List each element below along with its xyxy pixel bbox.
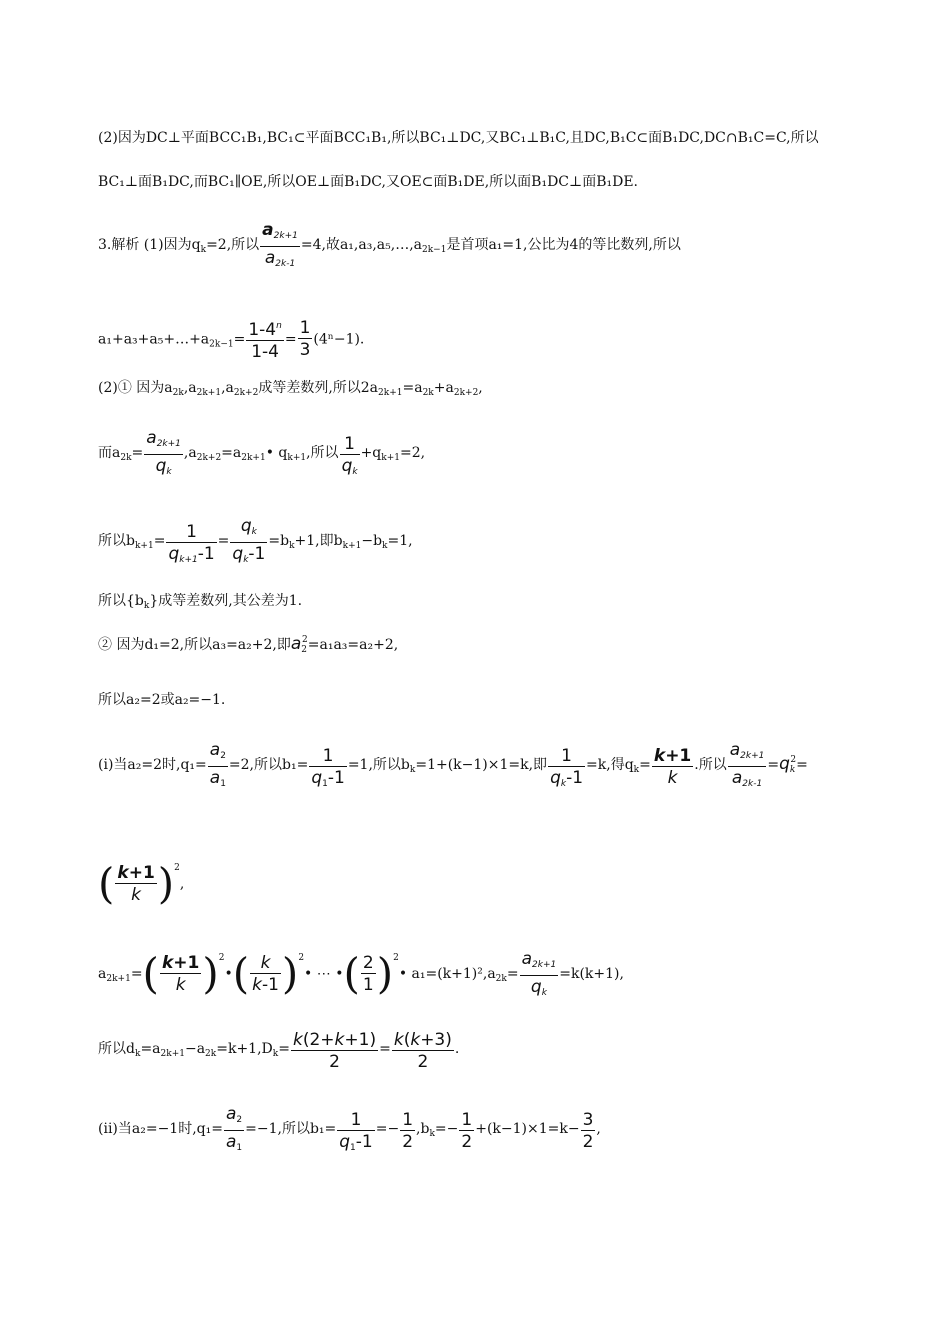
case-i-line: (i)当a₂=2时,q₁= $\frac{a_2}{a_1}$ =2,所以b₁= $\frac{1}{q_1-1}$ =1,所以$b_k=1+(k-1)\times 1=k$,即 $\frac{1}{q_k-1}$ =k,得$q_k=$ $\frac{k+1}{k}$ .所以 $\frac{a_{2k+1}}{a_{2k-1}}$ $=q_k^2=$ — [98, 740, 808, 789]
geometric-sum: $a_1+a_3+a_5+\dots+a_{2k-1}=$ $\frac{1-4^n}{1-4}$ = $\frac{1}{3}$ (4ⁿ−1). — [98, 318, 365, 362]
a2k-relation: 而$a_{2k}=$ $\frac{a_{2k+1}}{q_k}$ $,a_{2k+2}=a_{2k+1}•$ $q_{k+1}$,所以 $\frac{1}{q_k}$ $+q_{k+1}=2$, — [98, 428, 426, 477]
a2-cases: 所以a₂=2或a₂=−1. — [98, 692, 226, 708]
solution-3-head: 3.解析 (1)因为$q_k=2$,所以 $\frac{a_{2k+1}}{a_{2k-1}}$ =4,故$a_1,a_3,a_5,\dots,a_{2k-1}$是首项a₁=1,公比为4的等比数列,所以 — [98, 220, 681, 269]
arith-seq-line: (2)① 因为$a_{2k},a_{2k+1},a_{2k+2}$成等差数列,所以$2a_{2k+1}=a_{2k}+a_{2k+2}$, — [98, 380, 483, 398]
a2k1-product: $a_{2k+1}=$( $\frac{k+1}{k}$ )$^2$•( $\frac{k}{k-1}$ )$^2$• ⋯ •( $\frac{2}{1}$ )$^2$• $a_1=(k+1)^2,a_{2k}=$ $\frac{a_{2k+1}}{q_k}$ =k(k+1), — [98, 949, 624, 998]
proof-line-2: BC₁⊥面B₁DC,而BC₁∥OE,所以OE⊥面B₁DC,又OE⊂面B₁DE,所以面B₁DC⊥面B₁DE. — [98, 174, 638, 190]
case-ii-line: (ii)当a₂=−1时,q₁= $\frac{a_2}{a_1}$ =−1,所以b₁= $\frac{1}{q_1-1}$ =− $\frac{1}{2}$ $,b_k=-$ $\frac{1}{2}$ +(k−1)×1=k− $\frac{3}{2}$ , — [98, 1104, 601, 1153]
bk-conclusion: 所以$\{b_k\}$成等差数列,其公差为1. — [98, 593, 303, 611]
qk-squared: ( $\frac{k+1}{k}$ )$^2$, — [98, 859, 185, 908]
dk-Dk-line: 所以$d_k=a_{2k+1}-a_{2k}=k+1,D_k=$ $\frac{k(2+k+1)}{2}$ = $\frac{k(k+3)}{2}$ . — [98, 1030, 460, 1072]
d1-line: ② 因为d₁=2,所以a₃=a₂+2,即$a_2^2=a_1a_3=a_2+2$, — [98, 634, 399, 655]
proof-line-1: (2)因为DC⊥平面BCC₁B₁,BC₁⊂平面BCC₁B₁,所以BC₁⊥DC,又BC₁⊥B₁C,且DC,B₁C⊂面B₁DC,DC∩B₁C=C,所以 — [98, 130, 819, 146]
bk-relation: 所以$b_{k+1}=$ $\frac{1}{q_{k+1}-1}$ = $\frac{q_k}{q_k-1}$ $=b_k+1$,即$b_{k+1}-b_k=1$, — [98, 516, 413, 565]
